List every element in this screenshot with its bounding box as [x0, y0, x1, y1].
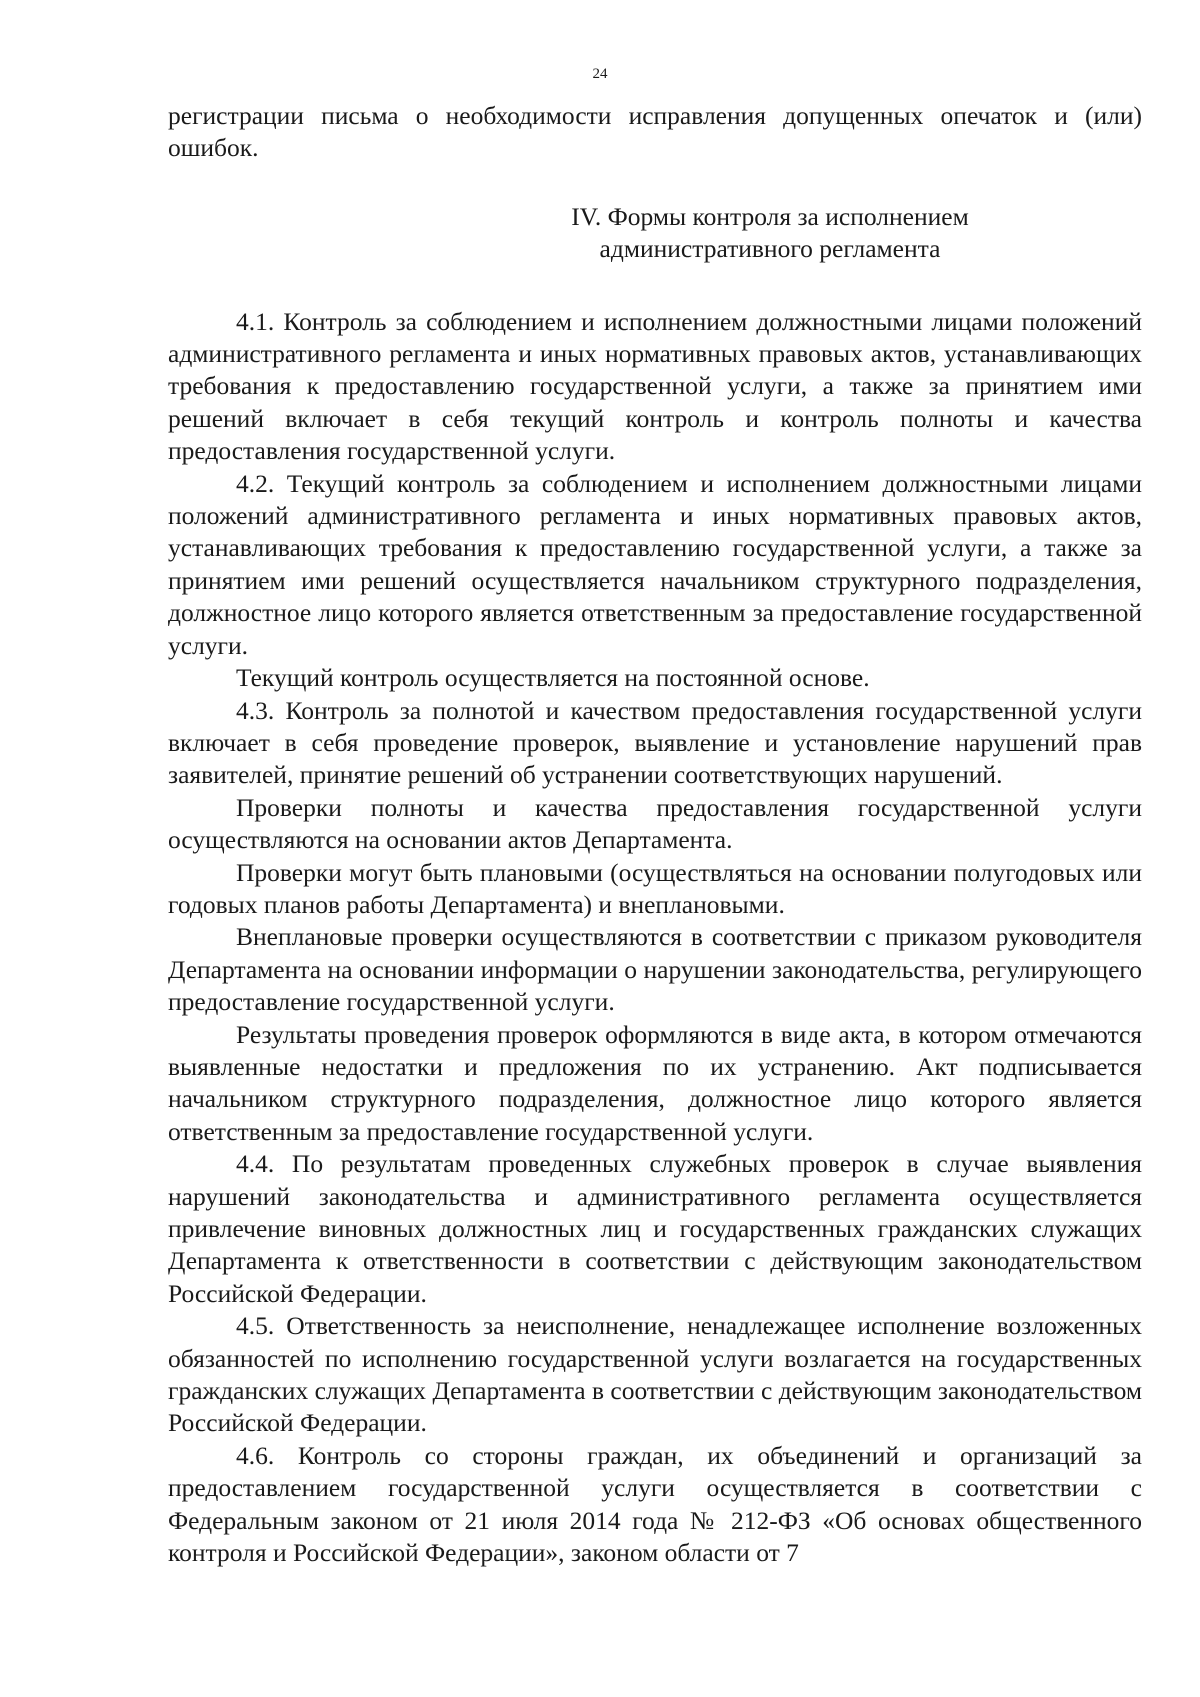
paragraph-4-1: 4.1. Контроль за соблюдением и исполнением должностными лицами положений административного регламента и иных нормативных правовых актов, устанавливающих требования к предоставлению государственной услуги, а также за принятием ими решений включает в себя текущий контроль и контроль полноты и качества предоставления государственной услуги. [168, 306, 1142, 466]
intro-paragraph: регистрации письма о необходимости исправления допущенных опечаток и (или) ошибок. [168, 101, 1142, 163]
paragraph-4-3: 4.3. Контроль за полнотой и качеством предоставления государственной услуги включает в себя проведение проверок, выявление и установление нарушений прав заявителей, принятие решений об устранении соответствующих нарушений. [168, 695, 1142, 790]
section-heading-line-2: административного регламента [599, 234, 941, 264]
paragraph-4-5: 4.5. Ответственность за неисполнение, ненадлежащее исполнение возложенных обязанностей по исполнению государственной услуги возлагается на государственных гражданских служащих Департамента в соответствии с действующим законодательством Российской Федерации. [168, 1311, 1142, 1438]
section-heading-line-1: IV. Формы контроля за исполнением [571, 201, 969, 231]
paragraph-4-2: 4.2. Текущий контроль за соблюдением и исполнением должностными лицами положений административного регламента и иных нормативных правовых актов, устанавливающих требования к предоставлению государственной услуги, а также за принятием ими решений осуществляется начальником структурного подразделения, должностное лицо которого является ответственным за предоставление государственной услуги. [168, 468, 1142, 660]
document-body [168, 100, 1142, 1569]
paragraph-current-control: Текущий контроль осуществляется на постоянной основе. [236, 663, 870, 693]
paragraph-checks-types: Проверки могут быть плановыми (осуществляться на основании полугодовых или годовых планов работы Департамента) и внеплановыми. [168, 857, 1142, 919]
paragraph-check-results: Результаты проведения проверок оформляются в виде акта, в котором отмечаются выявленные недостатки и предложения по их устранению. Акт подписывается начальником структурного подразделения, должностное лицо которого является ответственным за предоставление государственной услуги. [168, 1019, 1142, 1146]
section-heading [168, 201, 1142, 266]
paragraph-4-6: 4.6. Контроль со стороны граждан, их объединений и организаций за предоставлением государственной услуги осуществляется в соответствии с Федеральным законом от 21 июля 2014 года № 212-ФЗ «Об основах общественного контроля и Российской Федерации», законом области от 7 [168, 1440, 1142, 1568]
page-number: 24 [592, 66, 608, 82]
paragraph-unplanned-checks: Внеплановые проверки осуществляются в соответствии с приказом руководителя Департамента на основании информации о нарушении законодательства, регулирующего предоставление государственной услуги. [168, 922, 1142, 1017]
paragraph-checks-basis: Проверки полноты и качества предоставления государственной услуги осуществляются на основании актов Департамента. [168, 792, 1142, 855]
paragraph-4-4: 4.4. По результатам проведенных служебных проверок в случае выявления нарушений законодательства и административного регламента осуществляется привлечение виновных должностных лиц и государственных гражданских служащих Департамента к ответственности в соответствии с действующим законодательством Российской Федерации. [168, 1149, 1142, 1308]
